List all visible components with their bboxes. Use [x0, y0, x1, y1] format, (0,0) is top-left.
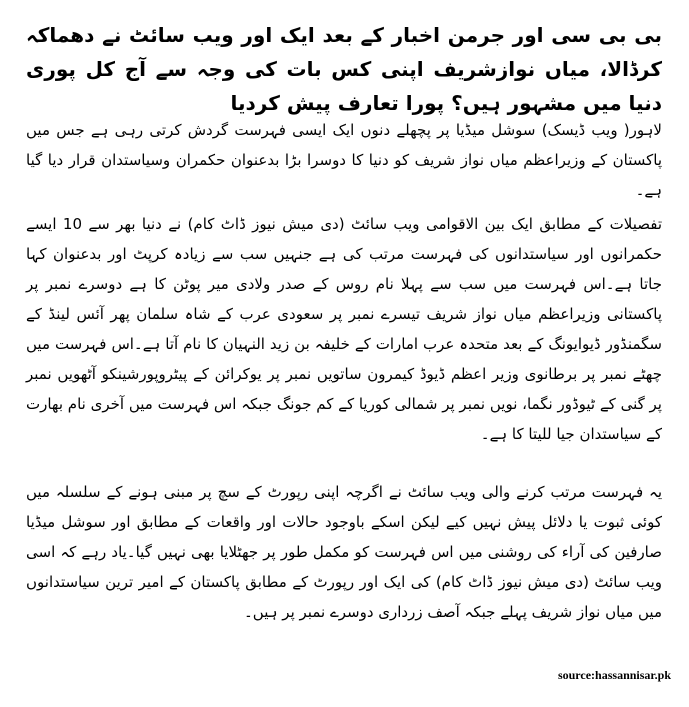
article-paragraph-2: تفصیلات کے مطابق ایک بین الاقوامی ویب سائٹ (دی میش نیوز ڈاٹ کام) نے دنیا بھر سے 10 ایسے حکمرانوں اور سیاستدانوں کی فہرست مرتب کی ہے جنہیں سب سے زیادہ کرپٹ اور بدعنوان کہا جاتا ہے۔اس فہرست میں سب سے پہلا نام روس کے صدر ولادی میر پوٹن کا ہے دوسرے نمبر پر پاکستانی وزیراعظم میاں نواز شریف تیسرے نمبر پر سعودی عرب کے شاہ سلمان پھر آئس لینڈ کے سگمنڈور ڈیوایونگ کے بعد متحدہ عرب امارات کے خلیفہ بن زید النہیان کا نام آتا ہے۔اس فہرست میں چھٹے نمبر پر برطانوی وزیر اعظم ڈیوڈ کیمرون ساتویں نمبر پر یوکرائن کے پیٹروپورشینکو آٹھویں نمبر پر گنی کے ٹیوڈور نگما، نویں نمبر پر شمالی کوریا کے کم جونگ جبکہ اس فہرست میں آخری نام بھارت کے سیاستدان جیا للیتا کا ہے۔ [26, 215, 663, 443]
article-paragraph-3: یہ فہرست مرتب کرنے والی ویب سائٹ نے اگرچہ اپنی رپورٹ کے سچ پر مبنی ہونے کے سلسلہ میں کوئی ثبوت یا دلائل پیش نہیں کیے لیکن اسکے باوجود حالات اور واقعات کے مطابق اور سوشل میڈیا صارفین کی آراء کی روشنی میں اس فہرست کو مکمل طور پر جھٹلایا بھی نہیں گیا۔یاد رہے کہ اسی ویب سائٹ (دی میش نیوز ڈاٹ کام) کی ایک اور رپورٹ کے مطابق پاکستان کے امیر ترین سیاستدانوں میں میاں نواز شریف پہلے جبکہ آصف زرداری دوسرے نمبر پر ہیں۔ [26, 483, 662, 621]
article-paragraph-1: لاہور( ویب ڈیسک) سوشل میڈیا پر پچھلے دنوں ایک ایسی فہرست گردش کرتی رہی ہے جس میں پاکستان کے وزیراعظم میاں نواز شریف کو دنیا کا دوسرا بڑا بدعنوان حکمران وسیاستدان قرار دیا گیا ہے۔ [26, 121, 662, 199]
source-credit: source:hassannisar.pk [557, 668, 671, 682]
article-headline: بی بی سی اور جرمن اخبار کے بعد ایک اور ویب سائٹ نے دھماکہ کرڈالا، میاں نوازشریف اپنی کس بات کی وجہ سے آج کل پوری دنیا میں مشہور ہیں؟ پورا تعارف پیش کردیا [26, 23, 662, 115]
